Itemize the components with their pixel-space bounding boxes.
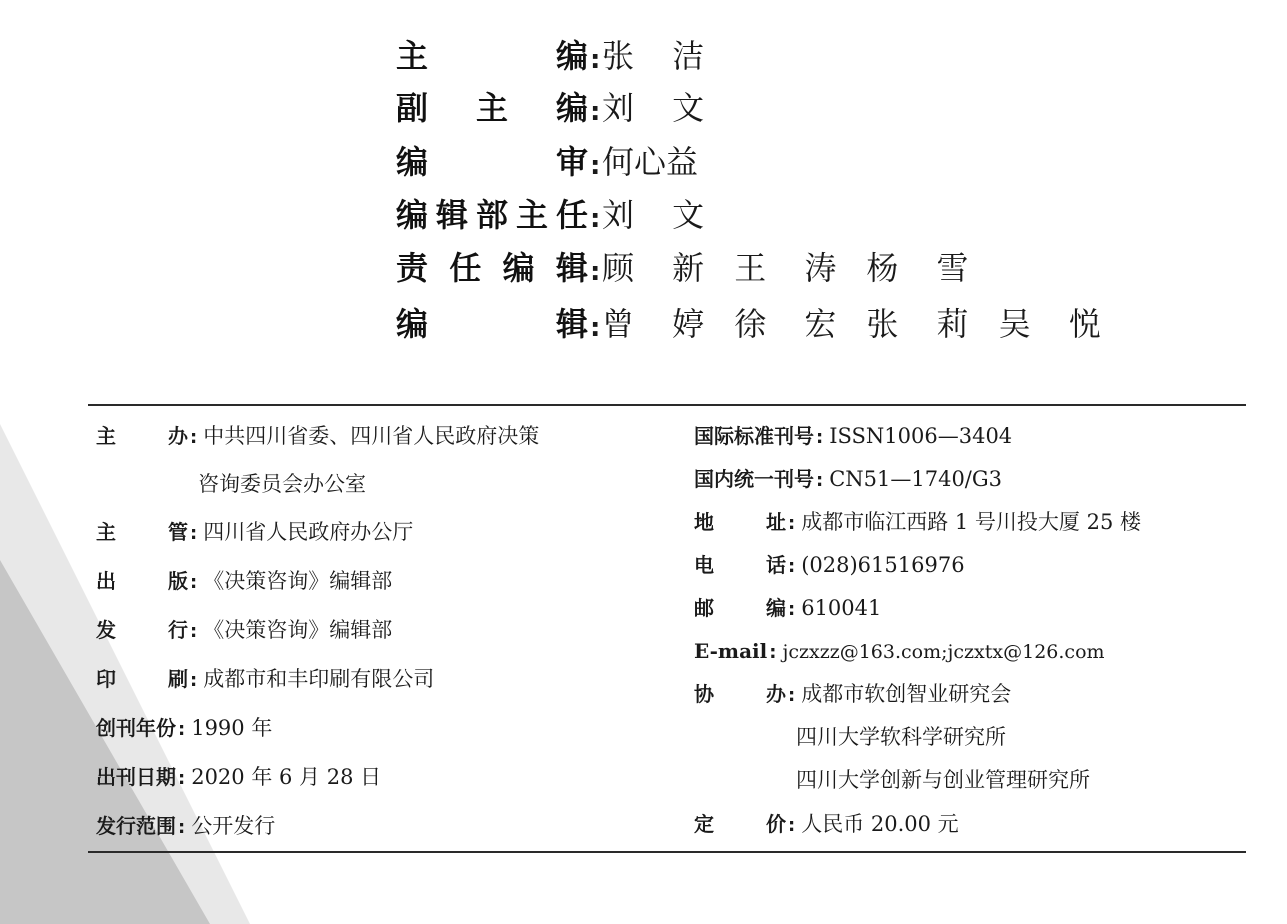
colon: : xyxy=(190,670,198,691)
colon: : xyxy=(788,556,796,577)
editorial-director-row xyxy=(396,193,704,237)
sponsor-value-cont: 咨询委员会办公室 xyxy=(198,472,366,496)
responsible-editors-row xyxy=(396,246,969,290)
editor-name: 徐 宏 xyxy=(734,305,837,343)
info-label: 邮 编 xyxy=(694,596,786,620)
editorial-label: 编 审 xyxy=(396,143,588,181)
phone-row xyxy=(694,550,965,582)
colon: : xyxy=(590,257,601,287)
editorial-label: 编 辑 xyxy=(396,305,588,343)
info-label: 发 行 xyxy=(96,618,188,642)
editorial-label: 主 编 xyxy=(396,37,588,75)
editor-name: 刘 文 xyxy=(602,89,705,127)
address-row xyxy=(694,507,1141,539)
publisher-value: 《决策咨询》编辑部 xyxy=(203,569,393,593)
editor-name: 顾 新 xyxy=(602,249,705,287)
sponsor-row xyxy=(96,421,539,453)
top-divider xyxy=(88,404,1246,406)
sponsor-continuation xyxy=(198,469,366,499)
phone-value: (028)61516976 xyxy=(801,553,965,577)
info-label: 电 话 xyxy=(694,553,786,577)
editorial-label: 编 辑 部 主 任 xyxy=(396,196,588,234)
price-value: 人民币 20.00 元 xyxy=(801,812,959,836)
co-sponsor-value: 四川大学创新与创业管理研究所 xyxy=(796,768,1090,792)
supervisor-row xyxy=(96,517,413,549)
info-label: 发行范围 xyxy=(96,814,176,838)
supervisor-value: 四川省人民政府办公厅 xyxy=(203,520,414,544)
info-label: 出刊日期 xyxy=(96,765,176,789)
colon: : xyxy=(788,685,796,706)
scope-row xyxy=(96,811,275,843)
colon: : xyxy=(769,642,777,663)
info-label: 印 刷 xyxy=(96,667,188,691)
editorial-label: 副 主 编 xyxy=(396,89,588,127)
printer-value: 成都市和丰印刷有限公司 xyxy=(203,667,435,691)
info-label: 国际标准刊号 xyxy=(694,424,814,448)
founded-row xyxy=(96,713,272,745)
editor-name: 刘 文 xyxy=(602,196,705,234)
postcode-value: 610041 xyxy=(801,596,882,620)
info-label: 主 管 xyxy=(96,520,188,544)
editor-name: 何心益 xyxy=(602,143,699,181)
colon: : xyxy=(788,815,796,836)
colon: : xyxy=(590,97,601,127)
colon: : xyxy=(178,719,186,740)
colon: : xyxy=(590,45,601,75)
pub-date-row xyxy=(96,762,381,794)
colon: : xyxy=(590,151,601,181)
colon: : xyxy=(816,470,824,491)
co-sponsor-value: 成都市软创智业研究会 xyxy=(801,682,1012,706)
info-label: 地 址 xyxy=(694,510,786,534)
editor-name: 张 洁 xyxy=(602,37,705,75)
scope-value: 公开发行 xyxy=(191,814,276,838)
info-label: 创刊年份 xyxy=(96,716,176,740)
editorial-board xyxy=(0,0,1287,360)
bottom-divider xyxy=(88,851,1246,853)
colon: : xyxy=(190,427,198,448)
colon: : xyxy=(788,599,796,620)
address-value: 成都市临江西路 1 号川投大厦 25 楼 xyxy=(801,510,1141,534)
sponsor-value: 中共四川省委、四川省人民政府决策 xyxy=(203,424,540,448)
distributor-row xyxy=(96,615,392,647)
info-label: 协 办 xyxy=(694,682,786,706)
cn-row xyxy=(694,464,1002,496)
pub-date-value: 2020 年 6 月 28 日 xyxy=(191,765,382,789)
editor-name: 王 涛 xyxy=(734,249,837,287)
info-label: E-mail xyxy=(694,639,768,663)
colon: : xyxy=(178,817,186,838)
colon: : xyxy=(190,572,198,593)
printer-row xyxy=(96,664,434,696)
editor-name: 吴 悦 xyxy=(998,305,1101,343)
co-sponsor-value: 四川大学软科学研究所 xyxy=(796,725,1006,749)
editor-name: 张 莉 xyxy=(866,305,969,343)
founded-value: 1990 年 xyxy=(191,716,273,740)
colon: : xyxy=(788,513,796,534)
info-label: 出 版 xyxy=(96,569,188,593)
colon: : xyxy=(190,621,198,642)
deputy-editor-row xyxy=(396,86,704,130)
info-label: 定 价 xyxy=(694,812,786,836)
issn-value: ISSN1006—3404 xyxy=(829,424,1013,448)
cn-value: CN51—1740/G3 xyxy=(829,467,1003,491)
colon: : xyxy=(590,313,601,343)
email-row xyxy=(694,636,1105,668)
price-row xyxy=(694,809,959,841)
editor-name: 曾 婷 xyxy=(602,305,705,343)
colon: : xyxy=(190,523,198,544)
editor-name: 杨 雪 xyxy=(866,249,969,287)
colon: : xyxy=(590,204,601,234)
editors-row xyxy=(396,302,1101,346)
info-label: 主 办 xyxy=(96,424,188,448)
info-label: 国内统一刊号 xyxy=(694,467,814,491)
editor-in-chief-row xyxy=(396,34,704,78)
editorial-label: 责 任 编 辑 xyxy=(396,249,588,287)
postcode-row xyxy=(694,593,881,625)
issn-row xyxy=(694,421,1012,453)
distributor-value: 《决策咨询》编辑部 xyxy=(203,618,393,642)
email-value: jczxzz@163.com;jczxtx@126.com xyxy=(782,641,1105,663)
co-sponsor-row-2 xyxy=(796,722,1006,752)
co-sponsor-row-3 xyxy=(796,765,1090,795)
publisher-row xyxy=(96,566,392,598)
colon: : xyxy=(816,427,824,448)
colon: : xyxy=(178,768,186,789)
reviewer-row xyxy=(396,140,698,184)
co-sponsor-row xyxy=(694,679,1011,711)
